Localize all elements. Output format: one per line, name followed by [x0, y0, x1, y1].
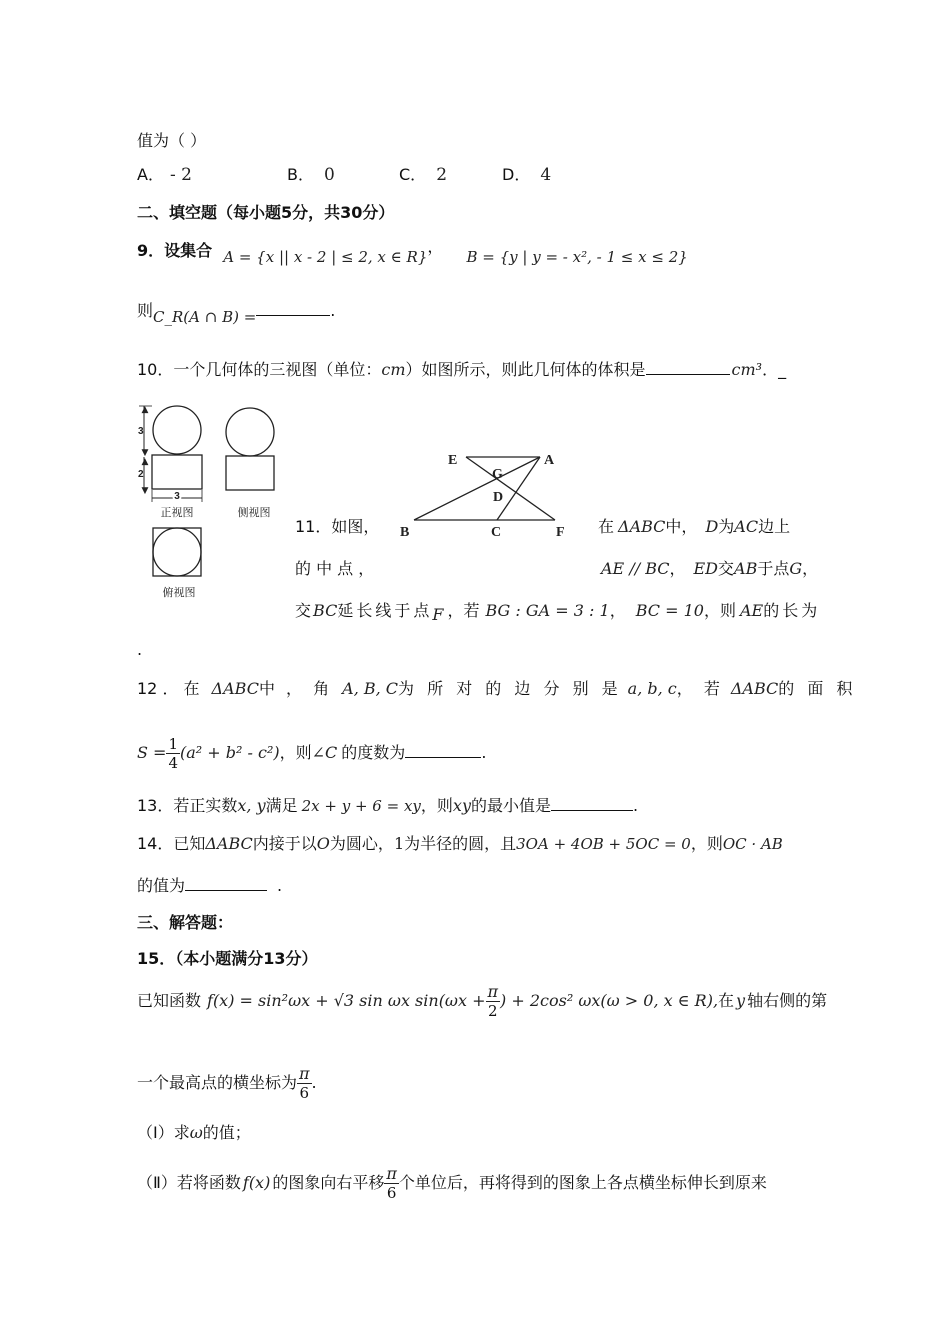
label-E: E — [448, 453, 458, 468]
q15-part2: （Ⅱ）若将函数 f(x) 的图象向右平移 $\frac{\pi}{6}$ 个单位后，再将得到的图象上各点横坐标伸长到原来 — [137, 1164, 767, 1202]
dim-2: 2 — [138, 469, 144, 480]
svg-text:▼: ▼ — [141, 448, 149, 458]
svg-text:▲: ▲ — [141, 405, 149, 415]
svg-text:▲: ▲ — [141, 457, 149, 467]
q11-figure — [394, 444, 580, 544]
side-circle — [226, 408, 274, 456]
front-circle — [153, 406, 201, 454]
three-views-figure — [136, 400, 286, 610]
label-F: F — [556, 525, 565, 540]
q13-line: 13．若正实数x, y满足 2x + y + 6 = xy，则xy的最小值是 . — [137, 796, 639, 815]
q14-line1: 14．已知ΔABC内接于以O为圆心，1为半径的圆，且3OA + 4OB + 5OC = 0，则OC · AB — [137, 834, 783, 853]
q12-line1: 12 ． 在 ΔABC中 ， 角 A, B, C为 所 对 的 边 分 别 是 a, b, c， 若 ΔABC的 面 积 — [137, 679, 857, 698]
q11-lead: 11．如图， — [295, 517, 380, 536]
svg-text:▼: ▼ — [141, 486, 149, 496]
label-B: B — [400, 525, 410, 540]
q11-dot: . — [137, 640, 143, 659]
label-A: A — [544, 453, 555, 468]
q14-line2: 的值为 . — [137, 876, 283, 895]
q15-line1: 已知函数 f(x) = sin²ωx + √3 sin ωx sin(ωx + $\frac{\pi}{2}$ ) + 2cos² ωx(ω > 0, x ∈ R),在 y 轴右侧的第 — [137, 982, 828, 1020]
top-circle — [153, 528, 201, 576]
q15-part1: （Ⅰ）求ω的值； — [137, 1123, 251, 1142]
option-d: D． 4 — [502, 165, 552, 185]
q15-heading: 15．（本小题满分13分） — [137, 949, 318, 968]
front-rect — [152, 455, 202, 489]
q11-line2b: AE // BC， ED交AB于点G， — [601, 559, 819, 578]
label-D: D — [493, 490, 504, 505]
label-G: G — [492, 467, 503, 482]
q15-line2: 一个最高点的横坐标为 $\frac{\pi}{6}$ . — [137, 1064, 317, 1102]
front-view-label: 正视图 — [160, 506, 194, 519]
option-a: A． - 2 — [137, 165, 192, 185]
q9-line1: 9．设集合 A = {x || x - 2 | ≤ 2, x ∈ R}， B = {y | y = - x², - 1 ≤ x ≤ 2} — [137, 237, 688, 266]
q11-line2a: 的 中 点 ， — [295, 559, 375, 578]
q8-tail: 值为（ ） — [137, 131, 207, 150]
q9-line2: 则C_R(A ∩ B) = . — [137, 301, 336, 326]
dim-3-top: 3 — [138, 426, 144, 437]
label-C: C — [491, 525, 502, 540]
q12-fraction: $\frac{1}{4}$ — [168, 735, 178, 772]
q11-line1: 在 ΔABC中， D为AC边上 — [598, 517, 791, 536]
top-view-label: 俯视图 — [162, 586, 196, 599]
side-view-label: 侧视图 — [237, 506, 271, 519]
q11-line3: 交 BC延长线于点F ，若 BG : GA = 3 : 1， BC = 10，则 AE的长为 — [295, 601, 821, 624]
section-heading-fill: 二、填空题（每小题5分，共30分） — [137, 203, 395, 222]
side-rect — [226, 456, 274, 490]
q10-line: 10．一个几何体的三视图（单位：cm）如图所示，则此几何体的体积是 cm³．_ — [137, 360, 787, 379]
q12-line2: S = $\frac{1}{4}$ (a² + b² - c²)，则∠C 的度数为 . — [137, 735, 487, 772]
option-c: C． 2 — [399, 165, 448, 185]
option-b: B． 0 — [287, 165, 335, 185]
dim-3-bottom: 3 — [174, 491, 180, 502]
section-heading-solve: 三、解答题： — [137, 913, 234, 932]
